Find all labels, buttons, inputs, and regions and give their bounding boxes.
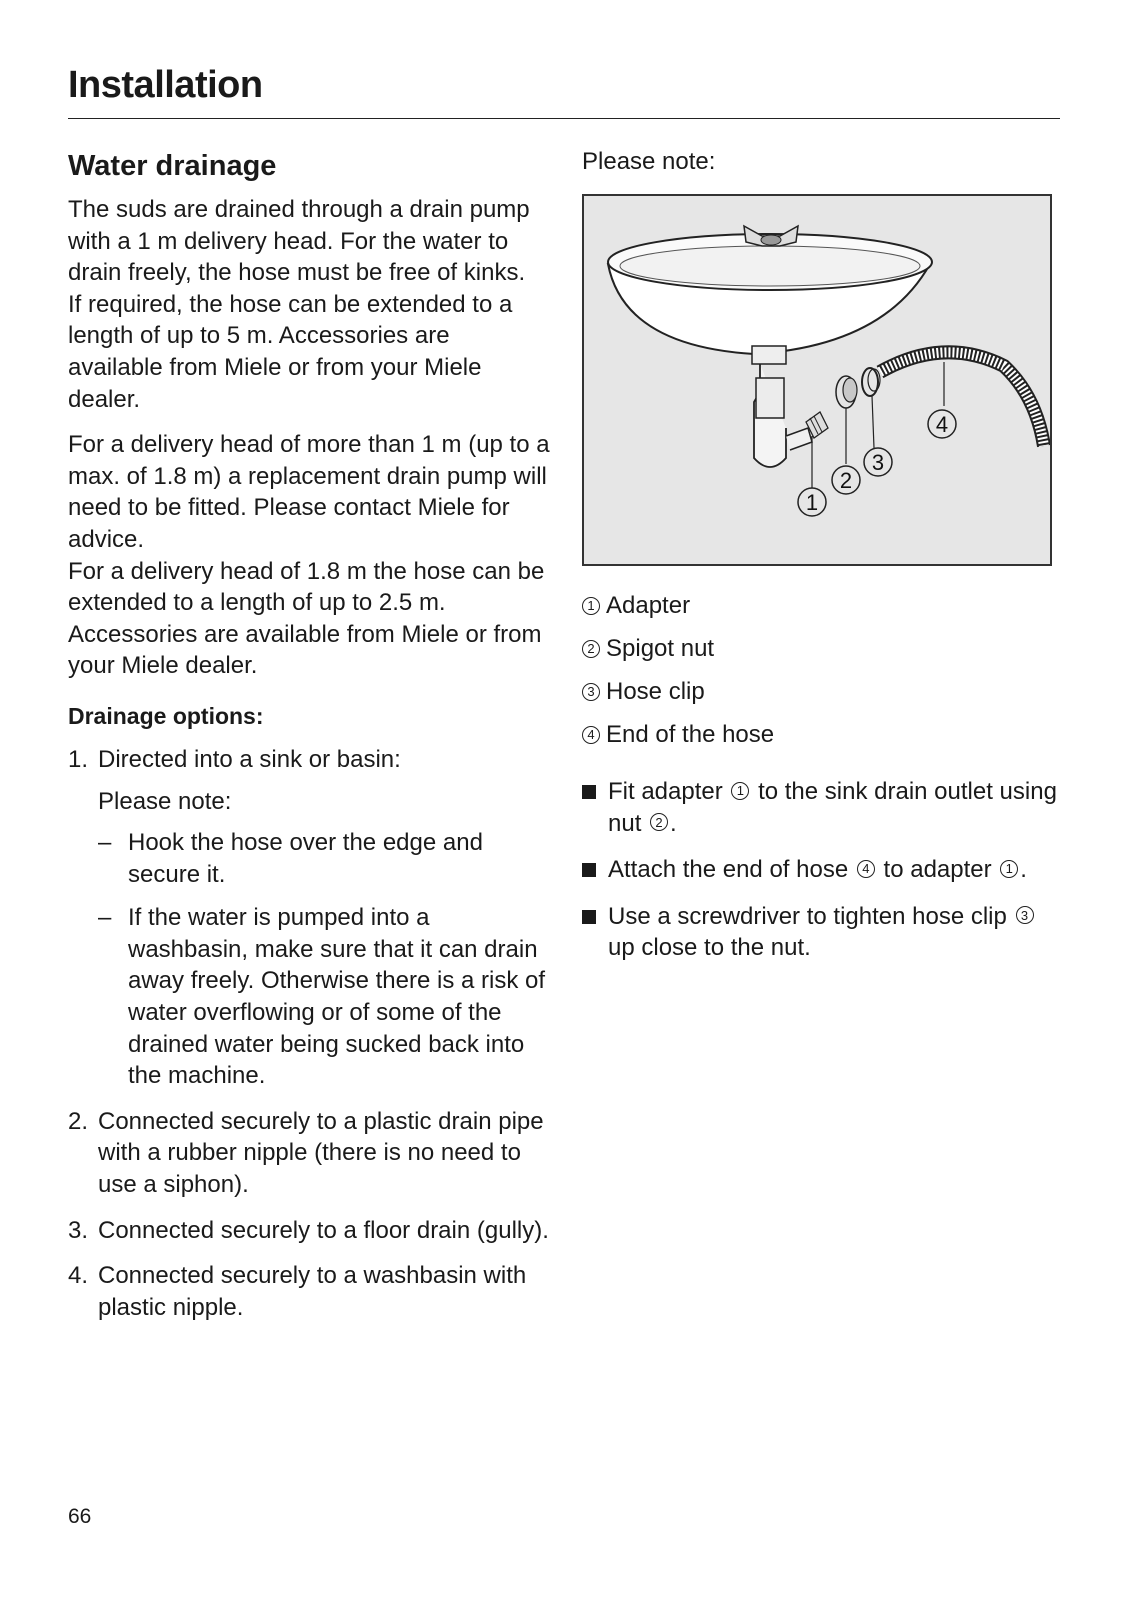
- callout-3: 3: [871, 450, 885, 475]
- step-text: Attach the end of hose: [608, 856, 849, 884]
- legend-label: End of the hose: [606, 720, 775, 748]
- list-item: [68, 1106, 550, 1201]
- inline-number: 4: [857, 860, 875, 878]
- instruction-step: [582, 901, 1060, 964]
- inline-number: 1: [1000, 860, 1018, 878]
- list-item-text: Hook the hose over the edge and secure it.: [128, 829, 483, 888]
- drainage-options-list: [68, 744, 550, 1324]
- list-item: [98, 902, 550, 1092]
- paragraph: [68, 429, 550, 682]
- list-number: 2.: [68, 1107, 89, 1135]
- spigot-nut-part: [836, 376, 857, 408]
- sink-drain-illustration: [582, 194, 1052, 566]
- paragraph: [68, 194, 550, 415]
- step-text: up close to the nut.: [608, 934, 811, 962]
- legend-item: [582, 713, 1060, 756]
- paragraph-text: For a delivery head of more than 1 m (up to a max. of 1.8 m) a replacement drain pump will need to be fitted. Please contact Miele for advice.: [68, 431, 550, 553]
- list-item-text: Connected securely to a washbasin with plastic nipple.: [98, 1262, 527, 1321]
- right-column: [582, 146, 1060, 979]
- list-item: [68, 744, 550, 1092]
- dash-marker: –: [98, 904, 112, 932]
- legend-number: 2: [582, 640, 600, 658]
- list-item-text: If the water is pumped into a washbasin, make sure that it can drain away freely. Otherwise there is a risk of water overflowing or of some of the drained water being sucked back into the machine.: [128, 904, 546, 1090]
- list-item: [68, 1260, 550, 1323]
- note-list: [98, 827, 550, 1092]
- legend-item: [582, 627, 1060, 670]
- callout-4: 4: [935, 412, 949, 437]
- dash-marker: –: [98, 829, 112, 857]
- step-text: Fit adapter: [608, 778, 723, 805]
- bullet-square-icon: [582, 910, 596, 924]
- callout-1: 1: [805, 490, 819, 515]
- page-title: Installation: [68, 64, 263, 106]
- inline-number: 2: [650, 813, 668, 831]
- inline-number: 3: [1016, 906, 1034, 924]
- inline-number: 1: [731, 782, 749, 800]
- paragraph-text: If required, the hose can be extended to a length of up to 5 m. Accessories are available from Miele or from your Miele dealer.: [68, 290, 513, 413]
- legend-item: [582, 584, 1060, 627]
- list-item: [98, 827, 550, 890]
- legend-label: Hose clip: [606, 677, 705, 705]
- list-item-text: Connected securely to a plastic drain pipe with a rubber nipple (there is no need to use a siphon).: [98, 1107, 544, 1199]
- hose-clip-part: [862, 368, 880, 396]
- instruction-steps: [582, 776, 1060, 964]
- section-heading: Water drainage: [68, 150, 277, 182]
- list-item-text: Directed into a sink or basin:: [98, 745, 401, 773]
- step-text: Use a screwdriver to tighten hose clip: [608, 902, 1007, 930]
- list-item: [68, 1215, 550, 1247]
- please-note-label: Please note:: [98, 787, 232, 815]
- left-column: [68, 146, 550, 1337]
- page-number: 66: [68, 1505, 92, 1528]
- paragraph-text: For a delivery head of 1.8 m the hose can be extended to a length of up to 2.5 m. Accessories are available from Miele or from your Miele dealer.: [68, 557, 545, 680]
- please-note-label: Please note:: [582, 148, 716, 175]
- step-text: .: [1020, 856, 1027, 884]
- list-number: 1.: [68, 745, 89, 773]
- step-text: to the sink drain outlet using nut: [608, 778, 1057, 837]
- legend-number: 3: [582, 683, 600, 701]
- bullet-square-icon: [582, 863, 596, 877]
- sink-drain-drawing: [584, 196, 1050, 564]
- legend-label: Spigot nut: [606, 634, 715, 662]
- list-item-text: Connected securely to a floor drain (gully).: [98, 1216, 549, 1244]
- legend-item: [582, 670, 1060, 713]
- list-number: 4.: [68, 1262, 89, 1290]
- instruction-step: [582, 776, 1060, 839]
- step-text: .: [670, 809, 677, 837]
- instruction-step: [582, 854, 1060, 886]
- legend-number: 4: [582, 726, 600, 744]
- list-number: 3.: [68, 1216, 89, 1244]
- callout-2: 2: [839, 468, 853, 493]
- paragraph-text: The suds are drained through a drain pump with a 1 m delivery head. For the water to drain freely, the hose must be free of kinks.: [68, 196, 530, 287]
- title-divider: [68, 118, 1060, 119]
- legend-label: Adapter: [606, 591, 691, 619]
- bullet-square-icon: [582, 785, 596, 799]
- parts-legend: [582, 584, 1060, 756]
- step-text: to adapter: [883, 856, 992, 884]
- legend-number: 1: [582, 597, 600, 615]
- drainage-options-heading: Drainage options:: [68, 702, 264, 729]
